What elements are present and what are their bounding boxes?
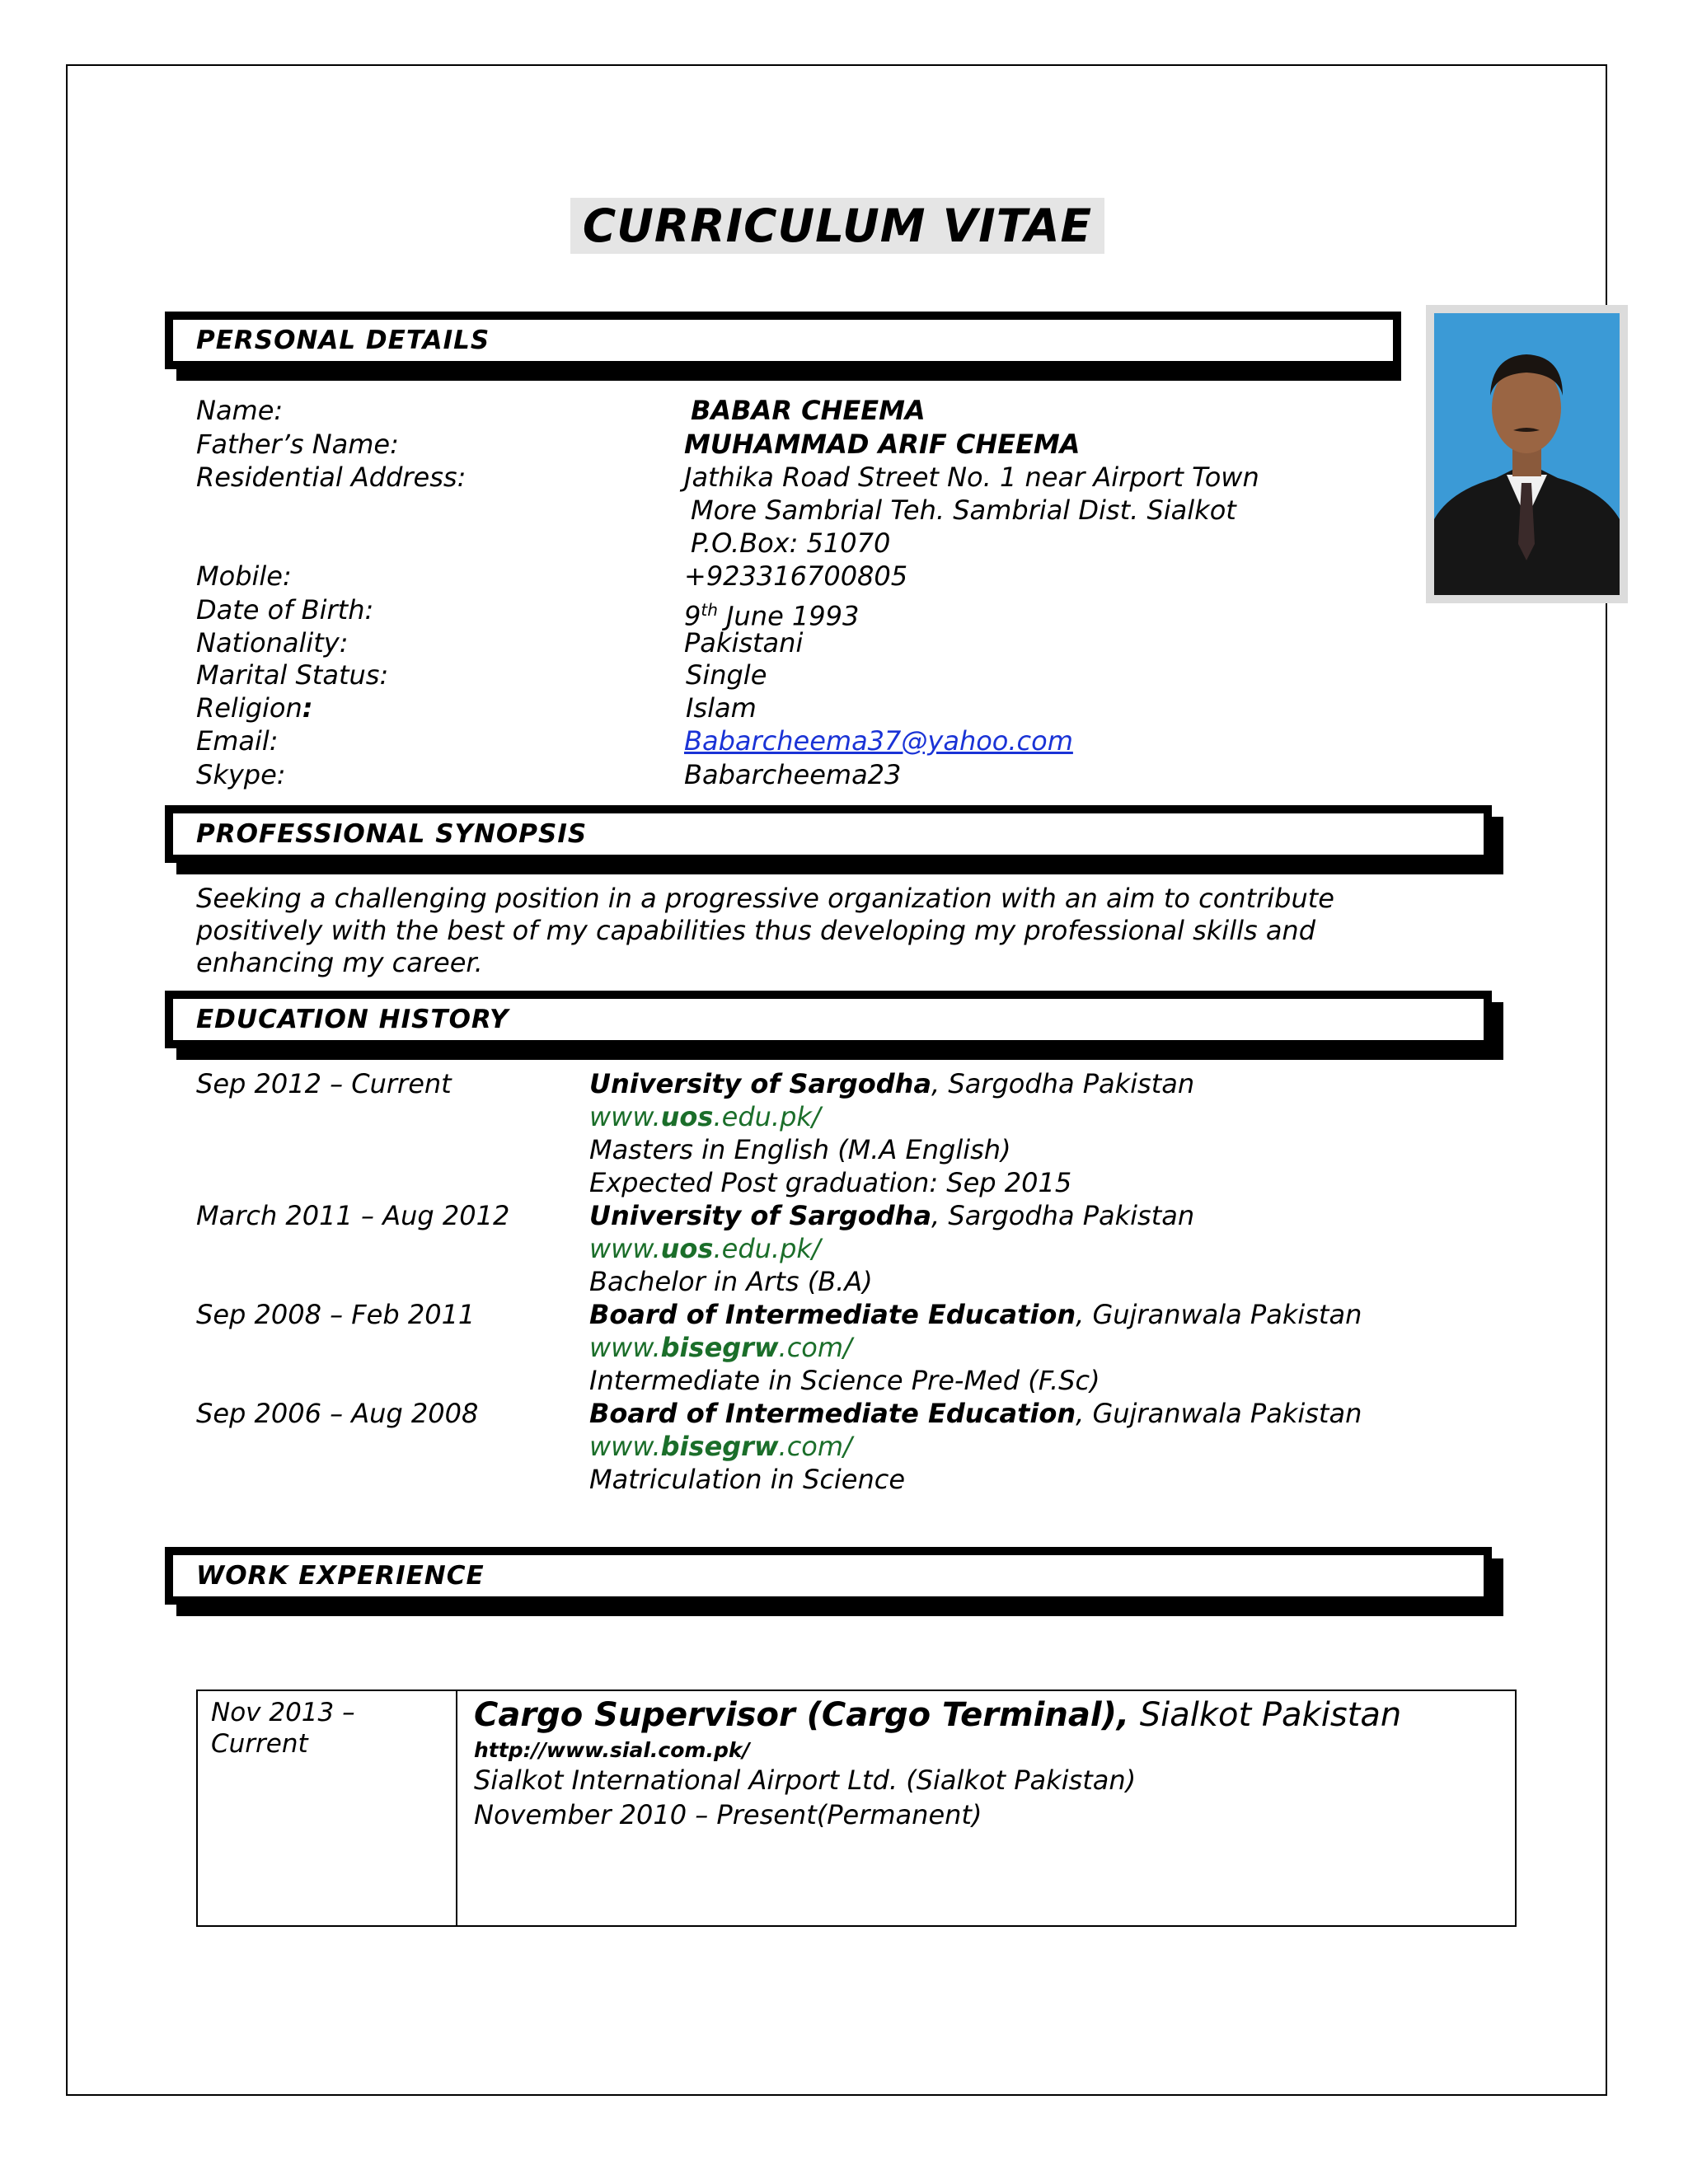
nationality-label: Nationality: (196, 627, 349, 658)
dob-label: Date of Birth: (196, 594, 374, 626)
education-website-link[interactable]: www.bisegrw.com/ (589, 1332, 852, 1363)
section-header-education (165, 991, 1492, 1048)
education-period: March 2011 – Aug 2012 (196, 1200, 510, 1231)
education-institution: Board of Intermediate Education, Gujranwala Pakistan (589, 1299, 1362, 1330)
work-role: Cargo Supervisor (Cargo Terminal), Sialkot Pakistan (474, 1696, 1402, 1734)
education-degree: Intermediate in Science Pre-Med (F.Sc) (589, 1365, 1100, 1396)
work-period-line-2: Current (211, 1729, 308, 1759)
section-title: PERSONAL DETAILS (196, 326, 490, 355)
name-label: Name: (196, 395, 284, 426)
work-period-line-1: Nov 2013 – (211, 1698, 355, 1727)
education-website-link[interactable]: www.bisegrw.com/ (589, 1431, 852, 1462)
education-period: Sep 2008 – Feb 2011 (196, 1299, 476, 1330)
synopsis-line-3: enhancing my career. (196, 947, 483, 978)
section-header-personal (165, 312, 1401, 369)
education-website-link[interactable]: www.uos.edu.pk/ (589, 1101, 821, 1132)
email-link[interactable]: Babarcheema37@yahoo.com (684, 725, 1073, 757)
father-name-value: MUHAMMAD ARIF CHEEMA (684, 429, 1081, 460)
work-url-link[interactable]: http://www.sial.com.pk/ (474, 1738, 750, 1762)
profile-photo (1426, 305, 1628, 603)
person-silhouette-icon (1434, 313, 1620, 595)
mobile-value: +923316700805 (684, 560, 908, 592)
religion-value: Islam (686, 692, 757, 724)
skype-value: Babarcheema23 (684, 759, 902, 790)
work-experience-table (196, 1690, 1517, 1927)
father-name-label: Father’s Name: (196, 429, 399, 460)
name-value: BABAR CHEEMA (691, 395, 926, 426)
address-label: Residential Address: (196, 462, 467, 493)
education-period: Sep 2012 – Current (196, 1068, 452, 1099)
address-line-2: More Sambrial Teh. Sambrial Dist. Sialkot (691, 494, 1236, 526)
synopsis-line-1: Seeking a challenging position in a progressive organization with an aim to contribute (196, 883, 1334, 914)
education-degree: Bachelor in Arts (B.A) (589, 1266, 873, 1297)
section-title: WORK EXPERIENCE (196, 1561, 485, 1591)
education-website-link[interactable]: www.uos.edu.pk/ (589, 1233, 821, 1264)
section-header-synopsis (165, 805, 1492, 863)
education-institution: Board of Intermediate Education, Gujranwala Pakistan (589, 1398, 1362, 1429)
section-title: EDUCATION HISTORY (196, 1005, 509, 1034)
address-line-1: Jathika Road Street No. 1 near Airport Town (684, 462, 1259, 493)
education-institution: University of Sargodha, Sargodha Pakistan (589, 1068, 1195, 1099)
dob-value: 9th June 1993 (684, 600, 860, 632)
mobile-label: Mobile: (196, 560, 292, 592)
section-header-work (165, 1547, 1492, 1605)
marital-status-value: Single (686, 659, 767, 691)
synopsis-line-2: positively with the best of my capabilities thus developing my professional skills and (196, 915, 1316, 946)
education-note: Expected Post graduation: Sep 2015 (589, 1167, 1072, 1198)
work-duration: November 2010 – Present(Permanent) (474, 1799, 982, 1830)
section-title: PROFESSIONAL SYNOPSIS (196, 819, 588, 849)
nationality-value: Pakistani (684, 627, 804, 658)
education-period: Sep 2006 – Aug 2008 (196, 1398, 479, 1429)
religion-label: Religion: (196, 692, 313, 724)
page-title: CURRICULUM VITAE (570, 198, 1104, 254)
address-line-3: P.O.Box: 51070 (691, 527, 891, 559)
work-company: Sialkot International Airport Ltd. (Sialkot Pakistan) (474, 1765, 1137, 1796)
education-institution: University of Sargodha, Sargodha Pakistan (589, 1200, 1195, 1231)
email-label: Email: (196, 725, 279, 757)
education-degree: Masters in English (M.A English) (589, 1134, 1011, 1165)
marital-status-label: Marital Status: (196, 659, 389, 691)
education-degree: Matriculation in Science (589, 1464, 906, 1495)
skype-label: Skype: (196, 759, 286, 790)
